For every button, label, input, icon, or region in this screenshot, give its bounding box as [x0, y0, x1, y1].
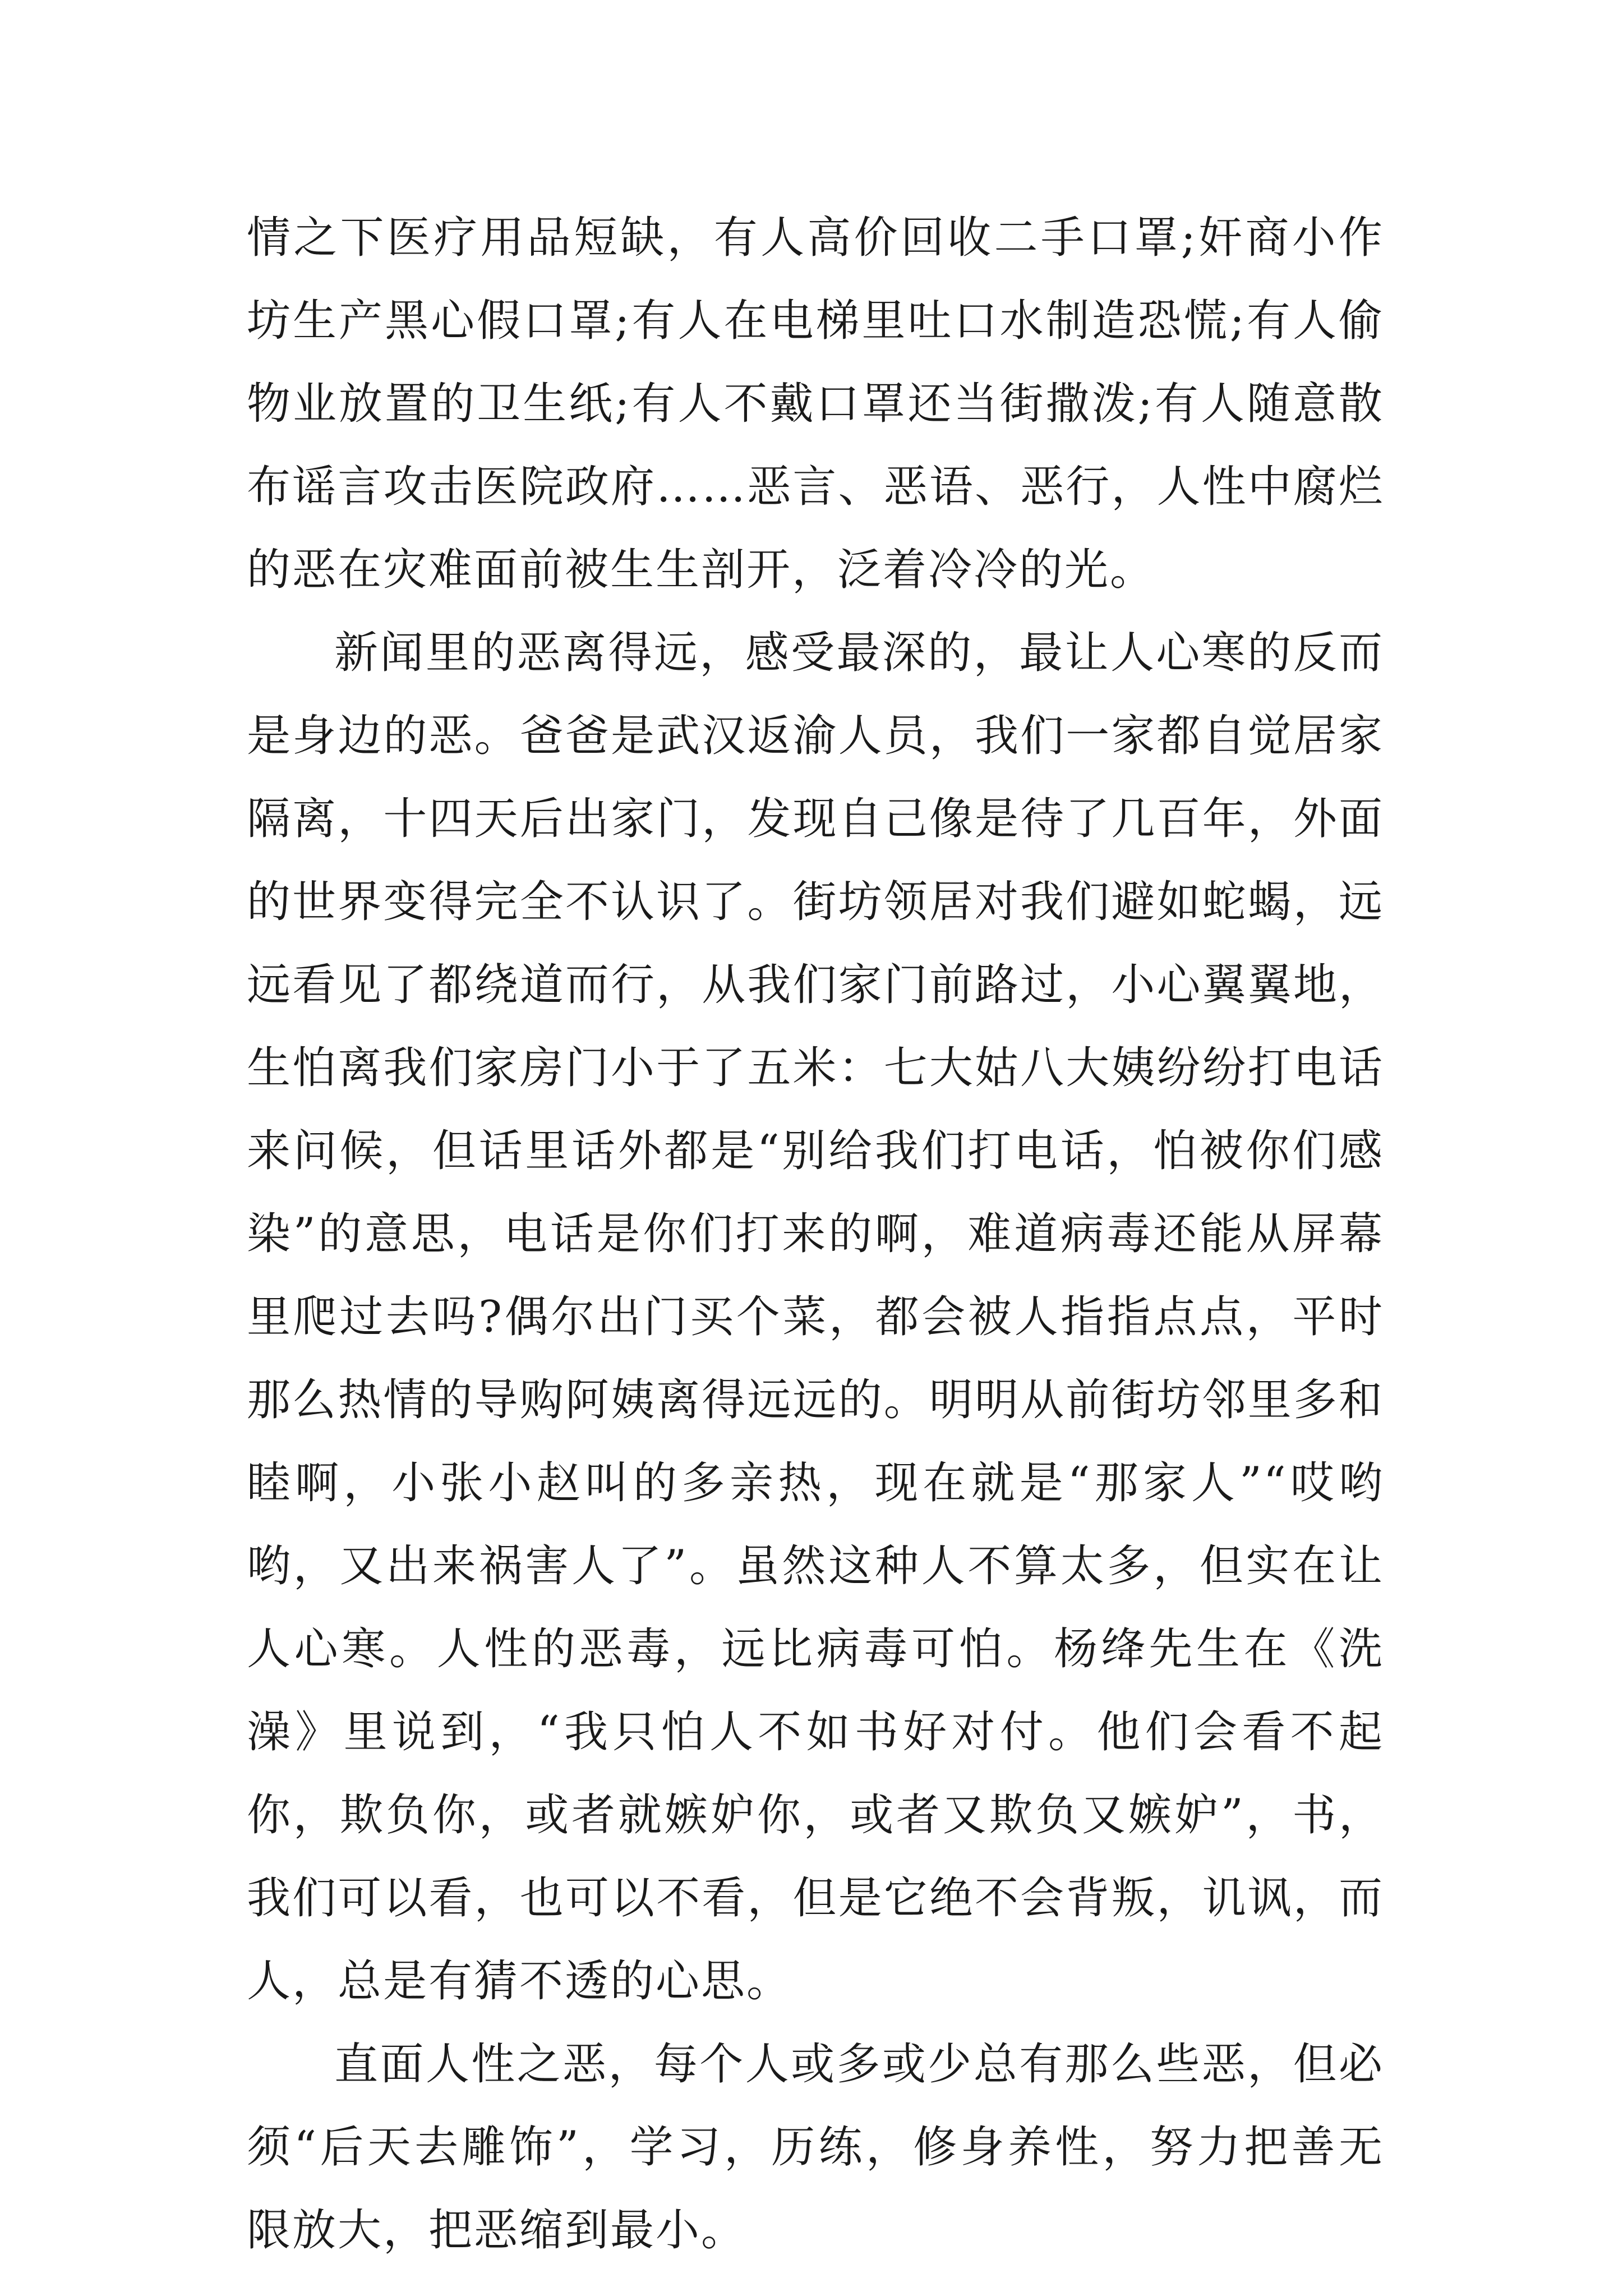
body-text: [247, 196, 1384, 2272]
paragraph: 直面人性之恶，每个人或多或少总有那么些恶，但必须“后天去雕饰”，学习，历练，修身养性，努力把善无限放大，把恶缩到最小。: [247, 2039, 1384, 2256]
paragraph-continued: 情之下医疗用品短缺，有人高价回收二手口罩;奸商小作坊生产黑心假口罩;有人在电梯里吐口水制造恐慌;有人偷物业放置的卫生纸;有人不戴口罩还当街撒泼;有人随意散布谣言攻击医院政府……恶言、恶语、恶行，人性中腐烂的恶在灾难面前被生生剖开，泛着冷冷的光。: [247, 213, 1384, 595]
paragraph: 新闻里的恶离得远，感受最深的，最让人心寒的反而是身边的恶。爸爸是武汉返渝人员，我们一家都自觉居家隔离，十四天后出家门，发现自己像是待了几百年，外面的世界变得完全不认识了。街坊领居对我们避如蛇蝎，远远看见了都绕道而行，从我们家门前路过，小心翼翼地，生怕离我们家房门小于了五米：七大姑八大姨纷纷打电话来问候，但话里话外都是“别给我们打电话，怕被你们感染”的意思，电话是你们打来的啊，难道病毒还能从屏幕里爬过去吗?偶尔出门买个菜，都会被人指指点点，平时那么热情的导购阿姨离得远远的。明明从前街坊邻里多和睦啊，小张小赵叫的多亲热，现在就是“那家人”“哎哟哟，又出来祸害人了”。虽然这种人不算太多，但实在让人心寒。人性的恶毒，远比病毒可怕。杨绛先生在《洗澡》里说到，“我只怕人不如书好对付。他们会看不起你，欺负你，或者就嫉妒你，或者又欺负又嫉妒”，书，我们可以看，也可以不看，但是它绝不会背叛，讥讽，而人，总是有猜不透的心思。: [247, 628, 1384, 2007]
